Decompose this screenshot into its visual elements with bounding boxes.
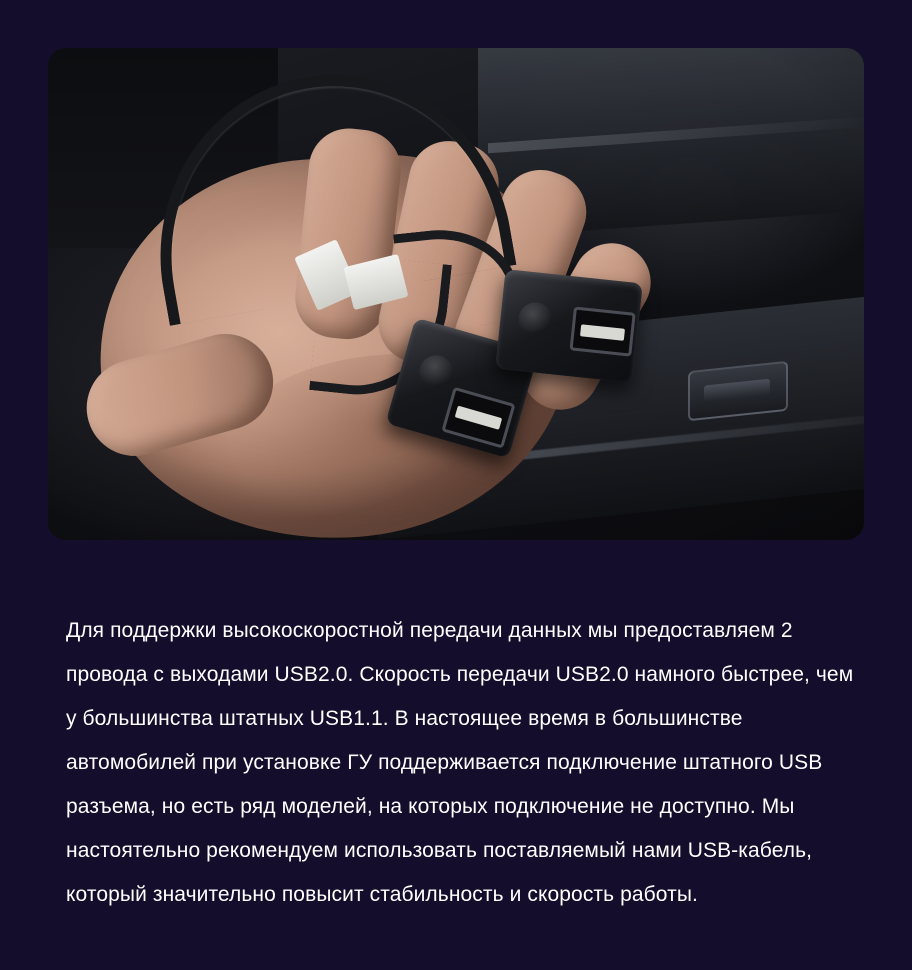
photo-background — [48, 48, 864, 540]
car-interior-vent — [688, 361, 788, 422]
usb-port-opening — [569, 306, 635, 356]
usb-logo-icon — [415, 351, 457, 393]
description-text: Для поддержки высокоскоростной передачи данных мы предоставляем 2 провода с выходами USB2.0. Скорость передачи USB2.0 намного быстрее, чем у большинства штатных USB1.1. В настоящее время в большинстве автомобилей при установке ГУ поддерживается подключение штатного USB разъема, но есть ряд моделей, на которых подключение не доступно. Мы настоятельно рекомендуем использовать поставляемый нами USB-кабель, который значительно повысит стабильность и скорость работы. — [66, 619, 860, 906]
usb-logo-icon — [517, 301, 554, 338]
usb-port-opening — [441, 387, 515, 449]
product-photo — [48, 48, 864, 540]
usb-connector-back — [495, 269, 643, 383]
